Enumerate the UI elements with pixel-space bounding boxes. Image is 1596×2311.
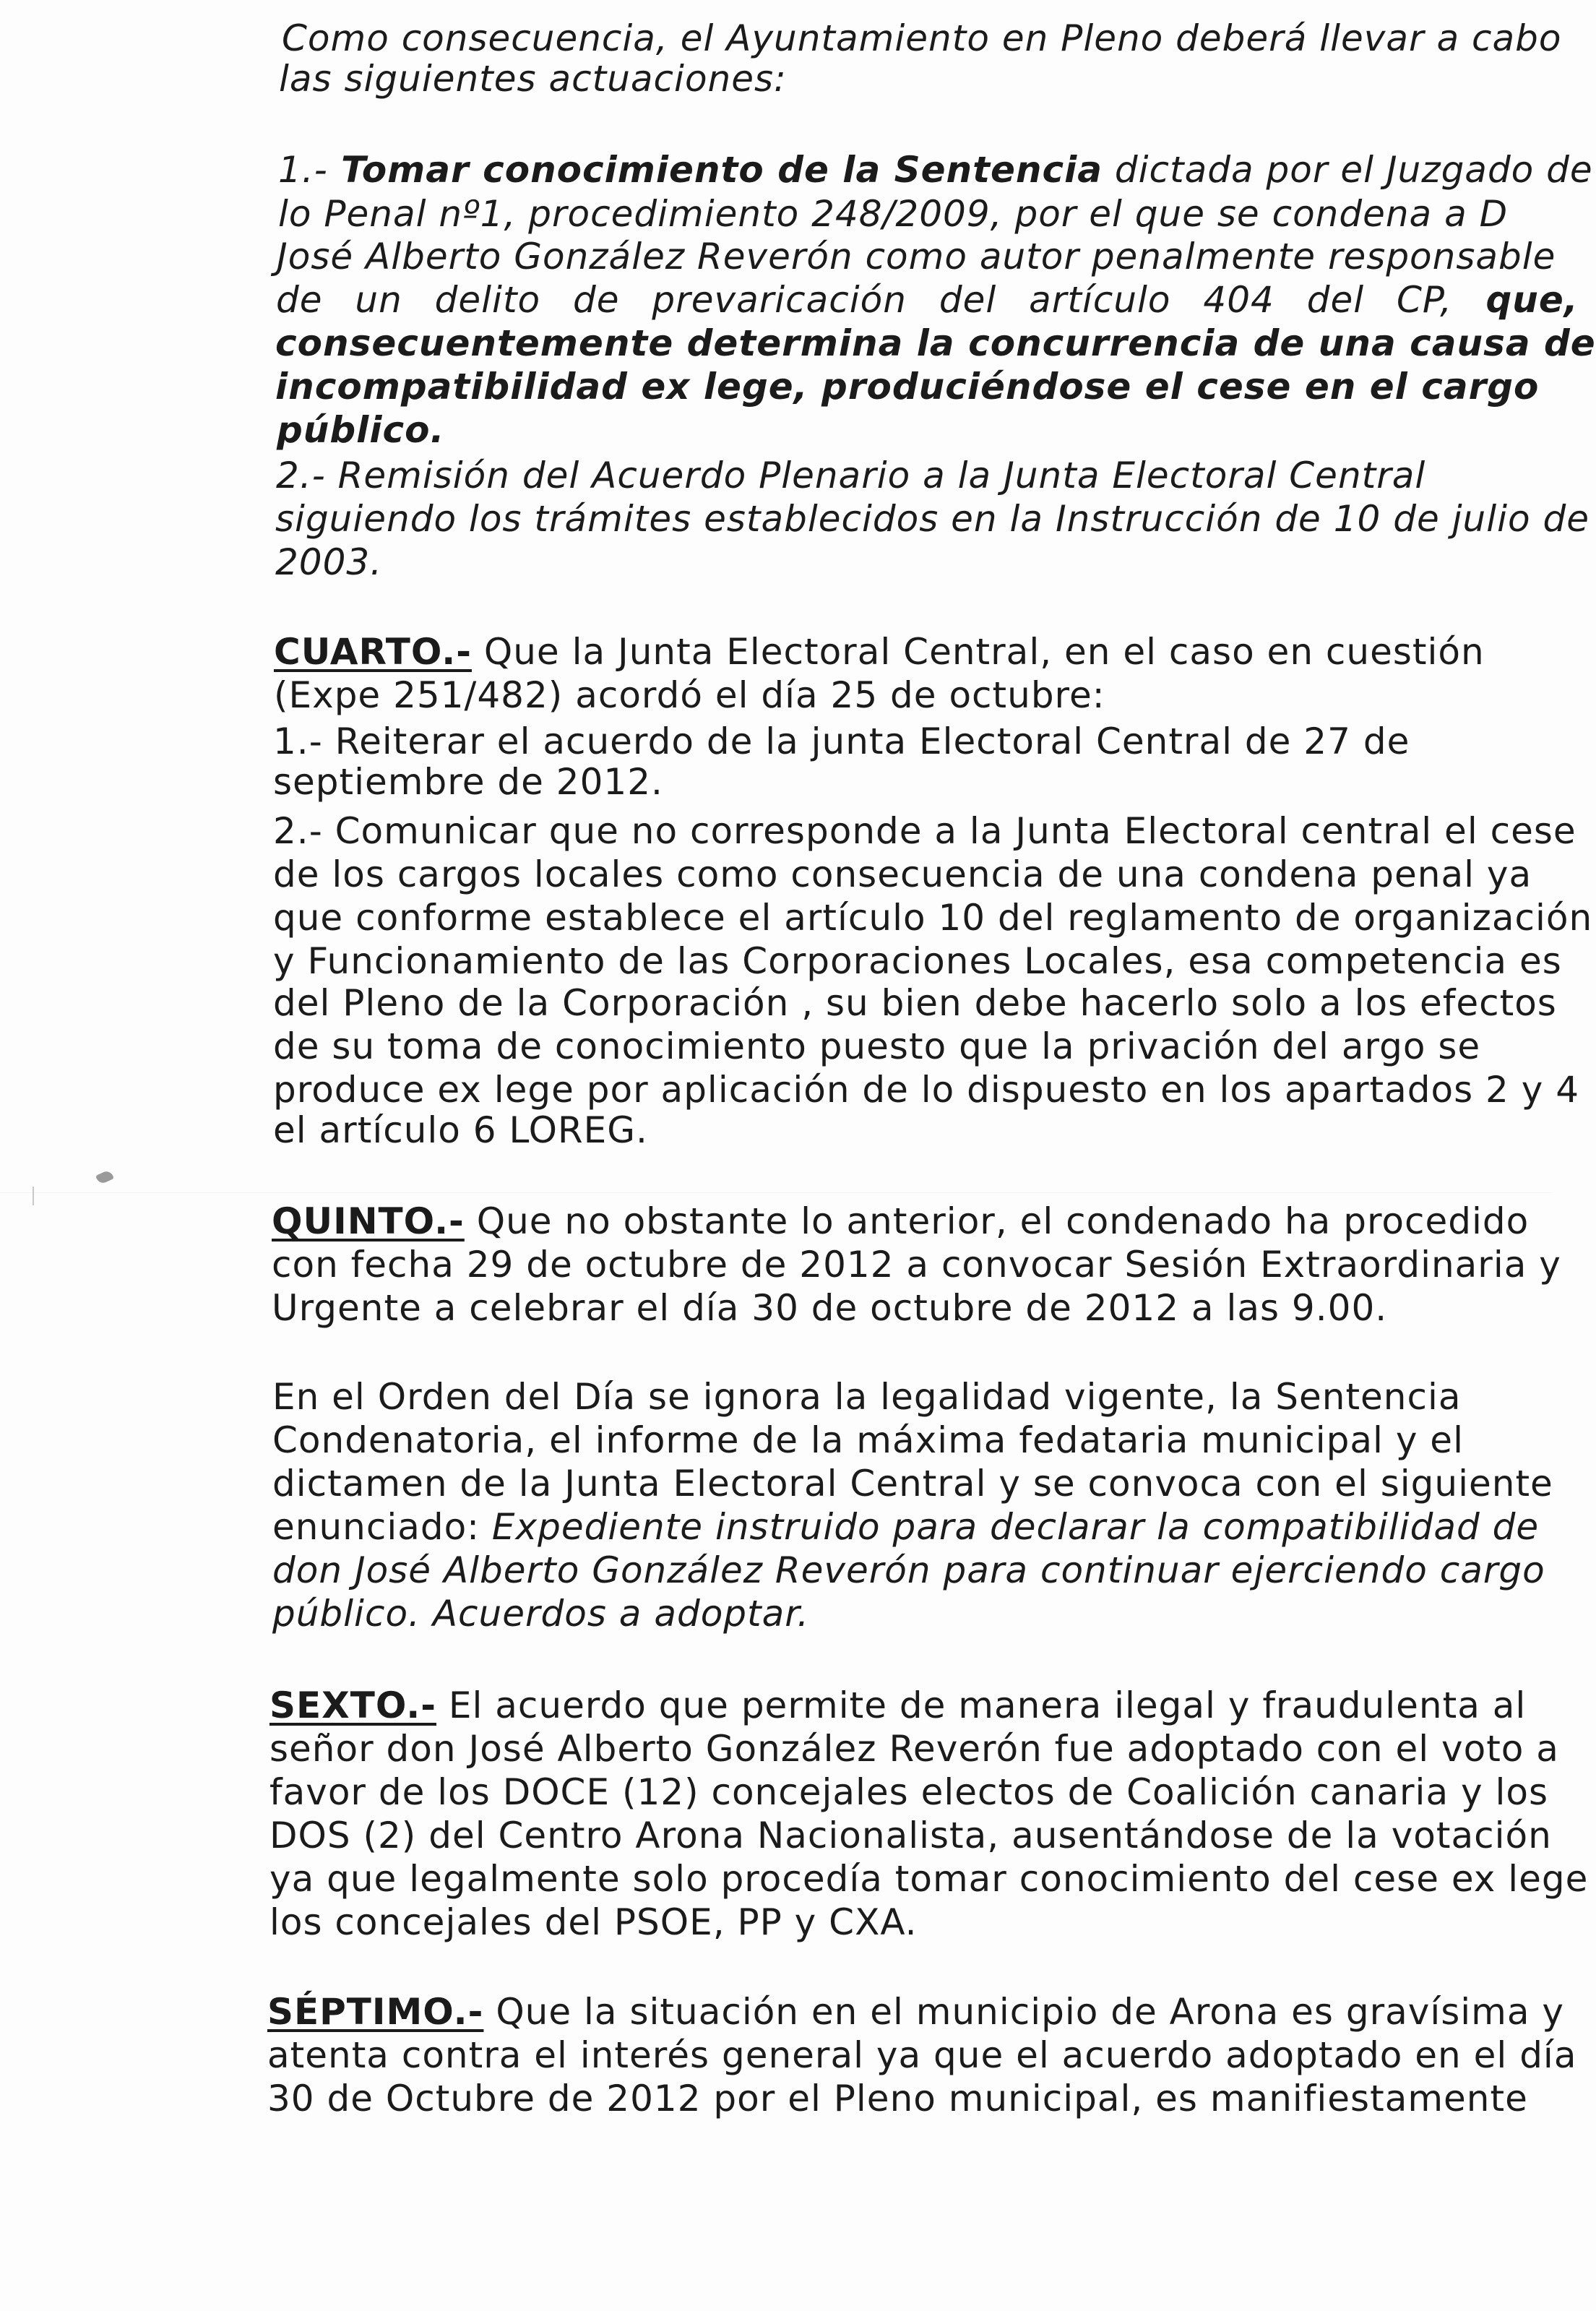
sexto-line-1-rest: El acuerdo que permite de manera ilegal y fraudulenta al: [436, 1684, 1527, 1726]
action-1-line-1-rest: dictada por el Juzgado de: [1103, 149, 1593, 191]
orden-line-2: Condenatoria, el informe de la máxima fedataria municipal y el: [272, 1419, 1464, 1461]
intro-line-1: Como consecuencia, el Ayuntamiento en Pleno deberá llevar a cabo: [282, 17, 1562, 59]
sexto-heading: SEXTO.-: [269, 1684, 436, 1726]
cuarto-line-4: septiembre de 2012.: [273, 761, 663, 803]
orden-line-5: don José Alberto González Reverón para continuar ejerciendo cargo: [272, 1549, 1545, 1591]
action-2-line-1: 2.- Remisión del Acuerdo Plenario a la Junta Electoral Central: [276, 455, 1426, 496]
cuarto-line-11: produce ex lege por aplicación de lo dispuesto en los apartados 2 y 4: [273, 1069, 1580, 1111]
action-1-line-4: [276, 278, 1579, 322]
action-2-line-2: siguiendo los trámites establecidos en la Instrucción de 10 de julio de: [275, 498, 1589, 540]
septimo-line-1-rest: Que la situación en el municipio de Arona es gravísima y: [483, 1991, 1565, 2033]
action-1-number: 1.-: [278, 149, 328, 191]
quinto-heading: QUINTO.-: [272, 1200, 465, 1242]
action-1-line-3: José Alberto González Reverón como autor penalmente responsable: [277, 236, 1556, 277]
cuarto-line-8: y Funcionamiento de las Corporaciones Locales, esa competencia es: [273, 940, 1562, 982]
sexto-line-5: ya que legalmente solo procedía tomar conocimiento del cese ex lege: [269, 1858, 1589, 1900]
septimo-line-1: [267, 1990, 1564, 2034]
cuarto-line-12: el artículo 6 LOREG.: [273, 1109, 648, 1151]
action-1-line-4-bold: que,: [1452, 279, 1579, 321]
orden-enunciado-italic: Expediente instruido para declarar la compatibilidad de: [491, 1506, 1540, 1548]
cuarto-line-7: que conforme establece el artículo 10 del reglamento de organización: [273, 897, 1593, 939]
intro-line-2: las siguientes actuaciones:: [279, 58, 787, 100]
septimo-line-2: atenta contra el interés general ya que el acuerdo adoptado en el día: [267, 2034, 1577, 2076]
cuarto-line-3: 1.- Reiterar el acuerdo de la junta Electoral Central de 27 de: [273, 720, 1410, 762]
action-1-line-5: consecuentemente determina la concurrencia de una causa de: [275, 322, 1596, 364]
cuarto-line-9: del Pleno de la Corporación , su bien debe hacerlo solo a los efectos: [273, 982, 1557, 1024]
action-1-line-4-italic: de un delito de prevaricación del artículo 404 del CP,: [276, 279, 1453, 321]
action-1-line-2: lo Penal nº1, procedimiento 248/2009, por el que se condena a D: [278, 193, 1509, 235]
orden-enunciado-plain: enunciado:: [272, 1506, 492, 1548]
sexto-line-3: favor de los DOCE (12) concejales electos de Coalición canaria y los: [269, 1771, 1549, 1813]
orden-line-3: dictamen de la Junta Electoral Central y se convoca con el siguiente: [272, 1463, 1553, 1505]
paper-fold: [0, 1192, 1552, 1193]
quinto-line-2: con fecha 29 de octubre de 2012 a convocar Sesión Extraordinaria y: [272, 1244, 1561, 1286]
orden-line-4: [272, 1505, 1539, 1549]
sexto-line-6: los concejales del PSOE, PP y CXA.: [269, 1901, 918, 1943]
orden-line-6: público. Acuerdos a adoptar.: [272, 1593, 810, 1635]
margin-tick: [33, 1187, 34, 1205]
sexto-line-1: [269, 1684, 1526, 1727]
cuarto-line-6: de los cargos locales como consecuencia de una condena penal ya: [273, 853, 1532, 895]
septimo-line-3: 30 de Octubre de 2012 por el Pleno municipal, es manifiestamente: [267, 2078, 1528, 2120]
cuarto-line-5: 2.- Comunicar que no corresponde a la Junta Electoral central el cese: [273, 810, 1576, 852]
orden-line-1: En el Orden del Día se ignora la legalidad vigente, la Sentencia: [272, 1376, 1462, 1418]
septimo-heading: SÉPTIMO.-: [267, 1991, 484, 2033]
sexto-line-4: DOS (2) del Centro Arona Nacionalista, ausentándose de la votación: [269, 1815, 1552, 1856]
cuarto-line-10: de su toma de conocimiento puesto que la privación del argo se: [273, 1025, 1481, 1067]
cuarto-line-1-rest: Que la Junta Electoral Central, en el caso en cuestión: [471, 631, 1485, 673]
cuarto-heading: CUARTO.-: [274, 631, 472, 673]
sexto-line-2: señor don José Alberto González Reverón fue adoptado con el voto a: [269, 1728, 1559, 1770]
action-1-line-7: público.: [277, 409, 445, 451]
action-1-line-6: incompatibilidad ex lege, produciéndose el cese en el cargo: [275, 366, 1540, 408]
quinto-line-1-rest: Que no obstante lo anterior, el condenado ha procedido: [464, 1200, 1530, 1242]
cuarto-line-1: [274, 630, 1485, 673]
quinto-line-1: [272, 1200, 1529, 1243]
action-1-bold-lead: Tomar conocimiento de la Sentencia: [327, 149, 1103, 191]
cuarto-line-2: (Expe 251/482) acordó el día 25 de octubre:: [274, 674, 1105, 716]
quinto-line-3: Urgente a celebrar el día 30 de octubre de 2012 a las 9.00.: [272, 1287, 1388, 1329]
action-1-line-1: [278, 148, 1593, 191]
action-2-line-3: 2003.: [275, 541, 383, 583]
scan-mark: [95, 1169, 114, 1185]
